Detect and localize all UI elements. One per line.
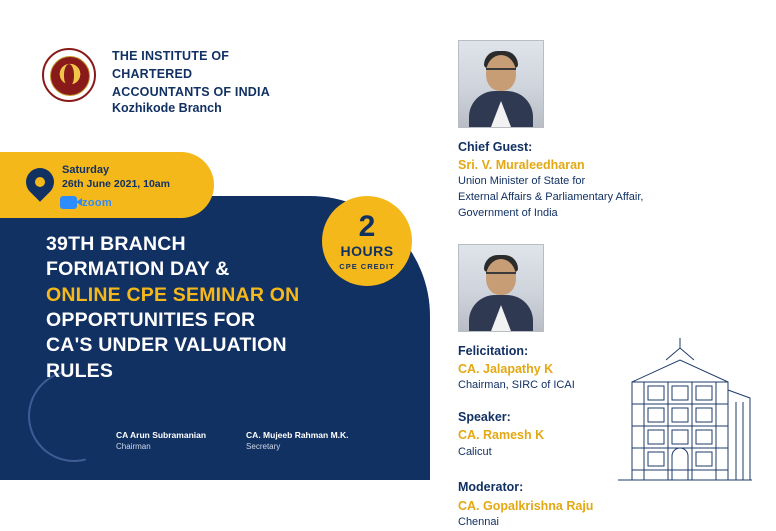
zoom-platform-chip <box>60 196 112 209</box>
felicitation-photo <box>458 244 544 332</box>
cpe-hours-number: 2 <box>358 209 376 243</box>
felicitation-desc-1: Chairman, SIRC of ICAI <box>458 379 575 392</box>
glasses-icon <box>486 272 516 280</box>
org-branch-name: Kozhikode Branch <box>112 101 222 116</box>
chief-guest-role-label: Chief Guest: <box>458 140 533 154</box>
chief-guest-desc-1: Union Minister of State for <box>458 175 586 188</box>
location-pin-icon <box>20 162 60 202</box>
zoom-camera-icon <box>60 196 77 209</box>
title-line-4: OPPORTUNITIES FOR <box>46 309 256 332</box>
event-day: Saturday <box>62 164 110 176</box>
chief-guest-desc-2: External Affairs & Parliamentary Affair, <box>458 191 644 204</box>
event-datetime: 26th June 2021, 10am <box>62 177 170 190</box>
title-line-2: FORMATION DAY & <box>46 258 230 281</box>
org-name-line3: ACCOUNTANTS OF INDIA <box>112 84 270 99</box>
signatories-row <box>116 430 349 451</box>
title-line-3: ONLINE CPE SEMINAR ON <box>46 283 300 306</box>
title-line-1: 39TH BRANCH <box>46 233 186 255</box>
signatory-role: Secretary <box>246 442 281 451</box>
organization-header <box>42 48 270 115</box>
signatory-name: CA. Mujeeb Rahman M.K. <box>246 430 349 440</box>
icai-building-line-art <box>610 330 760 480</box>
moderator-role-label: Moderator: <box>458 480 524 495</box>
title-line-6: RULES <box>46 359 114 382</box>
org-name-line2: CHARTERED <box>112 66 193 81</box>
chief-guest-desc-3: Government of India <box>458 207 558 220</box>
date-ribbon <box>0 152 214 218</box>
cpe-credit-badge <box>322 196 412 286</box>
signatory-item <box>116 430 206 451</box>
speaker-desc-1: Calicut <box>458 445 492 458</box>
speaker-name: CA. Ramesh K <box>458 428 545 443</box>
signatory-role: Chairman <box>116 442 151 451</box>
cpe-hours-unit: HOURS <box>340 242 394 259</box>
chief-guest-photo <box>458 40 544 128</box>
chief-guest-block <box>458 138 758 222</box>
zoom-label: zoom <box>82 196 112 209</box>
felicitation-name: CA. Jalapathy K <box>458 362 554 377</box>
event-title <box>46 232 346 384</box>
glasses-icon <box>486 68 516 76</box>
speaker-role-label: Speaker: <box>458 410 511 425</box>
signatory-item <box>246 430 348 451</box>
signatory-name: CA Arun Subramanian <box>116 430 207 440</box>
date-text-block <box>62 164 170 191</box>
icai-emblem-icon <box>42 48 96 102</box>
moderator-name: CA. Gopalkrishna Raju <box>458 498 594 513</box>
felicitation-role-label: Felicitation: <box>458 344 529 359</box>
moderator-desc-1: Chennai <box>458 515 499 528</box>
moderator-block <box>458 478 758 530</box>
organization-name-block <box>112 48 270 115</box>
org-name-line1: THE INSTITUTE OF <box>112 49 230 63</box>
cpe-credit-caption: CPE CREDIT <box>339 261 395 271</box>
title-line-5: CA'S UNDER VALUATION <box>46 334 287 357</box>
chief-guest-name: Sri. V. Muraleedharan <box>458 158 585 173</box>
